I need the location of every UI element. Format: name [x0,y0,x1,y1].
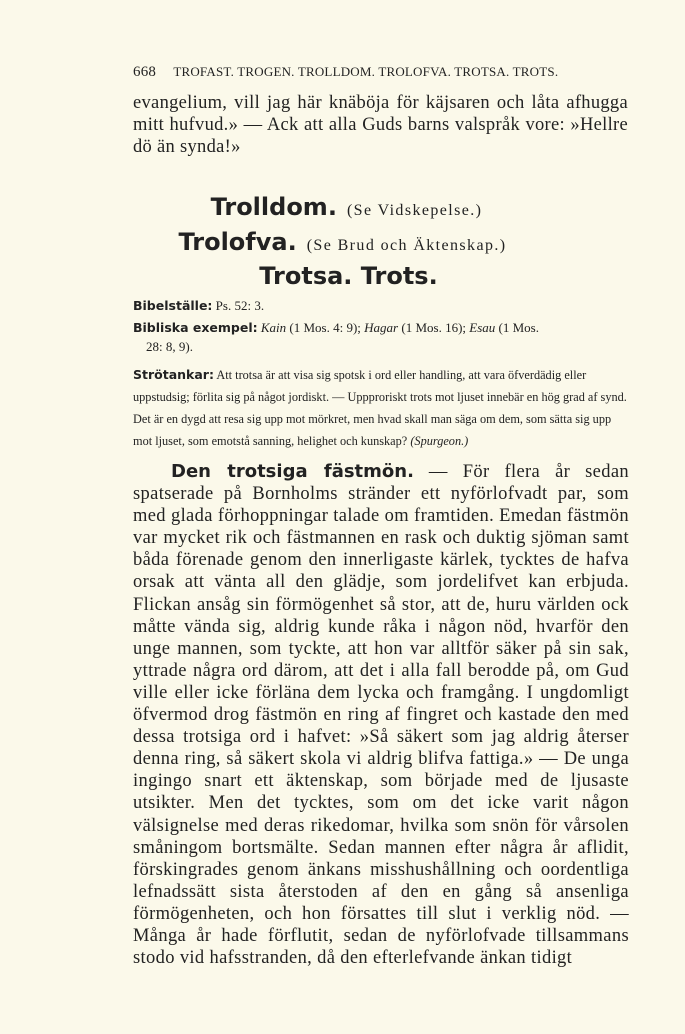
bibelstalle-line [133,296,630,315]
heading-note: (Se Brud och Äktenskap.) [306,237,507,254]
bible-name: Kain [260,320,287,335]
bible-ref: (1 Mos. [498,320,539,335]
heading-trolldom [0,193,685,221]
running-title: TROFAST. TROGEN. TROLLDOM. TROLOFVA. TROTSA. TROTS. [173,64,559,79]
bibliska-continuation: 28: 8, 9). [146,339,193,354]
bible-name: Esau [469,320,496,335]
bible-ref: (1 Mos. 4: 9); [289,320,361,335]
bibliska-label: Bibliska exempel: [133,320,258,335]
page-number: 668 [133,64,157,80]
heading-trolofva [0,228,685,256]
strotankar-text: Att trotsa är att visa sig spotsk i ord eller handling, att vara öfverdädig eller uppstudsig; förlita sig på något jordiskt. — Uppproriskt trots mot ljuset innebär en hög grad af synd. Det är en dygd att resa sig upp mot mörkret, men hvad skall man säga om dem, som sätta sig upp mot ljuset, som emotstå sanning, helighet och kunskap? [133,368,627,448]
heading-note: (Se Vidskepelse.) [346,202,483,219]
story-text: — För flera år sedan spatserade på Bornholms stränder ett nyförlofvadt par, som med glada förhoppningar talade om framtiden. Emedan fästmön var mycket rik och fästmannen en rask och duktig sjöman samt båda förenade genom den innerligaste kärlek, tycktes de hafva orsak att vänta all den glädje, som jordelifvet kan erbjuda. Flickan ansåg sin förmögenhet så stor, att de, huru världen ock måtte vända sig, aldrig kunde råka i någon nöd, hvarför den unge mannen, som tyckte, att hon var alltför säker på sin sak, yttrade några ord därom, att det i alla fall berodde på, om Gud ville eller icke förläna dem lycka och framgång. I ungdomligt öfvermod drog fästmön en ring af fingret och kastade den med dessa trotsiga ord i hafvet: »Så säkert som jag aldrig återser denna ring, så säkert skola vi aldrig blifva fattiga.» — De unga ingingo snart ett äktenskap, som började med de ljusaste utsikter. Men det tycktes, som om det icke varit någon välsignelse med deras rikedomar, hvilka som snön för vårsolen småningom bortsmälte. Sedan mannen efter några år aflidit, förskingrades genom änkans misshushållning och oordentliga lefnadssätt sista återstoden af den en gång så ansenliga förmögenheten, och hon försattes till slut i verklig nöd. — Många år hade förflutit, sedan de nyförlofvade tillsammans stodo vid hafsstranden, då den efterlefvande änkan tidigt [133,462,629,969]
story-title: Den trotsiga fästmön. [171,461,414,482]
heading-title: Trotsa. Trots. [259,262,438,290]
strotankar-block [133,364,630,452]
bible-name: Hagar [364,320,399,335]
intro-paragraph: evangelium, vill jag här knäböja för käjsaren och låta afhugga mitt hufvud.» — Ack att alla Guds barns valspråk vore: »Hellre dö än synda!» [133,93,628,157]
heading-title: Trolofva. [178,228,297,256]
story-paragraph [133,461,629,969]
bibelstalle-label: Bibelställe: [133,298,213,313]
strotankar-author: (Spurgeon.) [410,434,469,448]
bibliska-exempel [133,318,630,356]
strotankar-label: Strötankar: [133,367,214,382]
bibelstalle-text: Ps. 52: 3. [215,298,265,313]
heading-title: Trolldom. [210,193,337,221]
bible-ref: (1 Mos. 16); [401,320,467,335]
heading-trotsa [0,262,685,290]
running-header [133,64,643,81]
